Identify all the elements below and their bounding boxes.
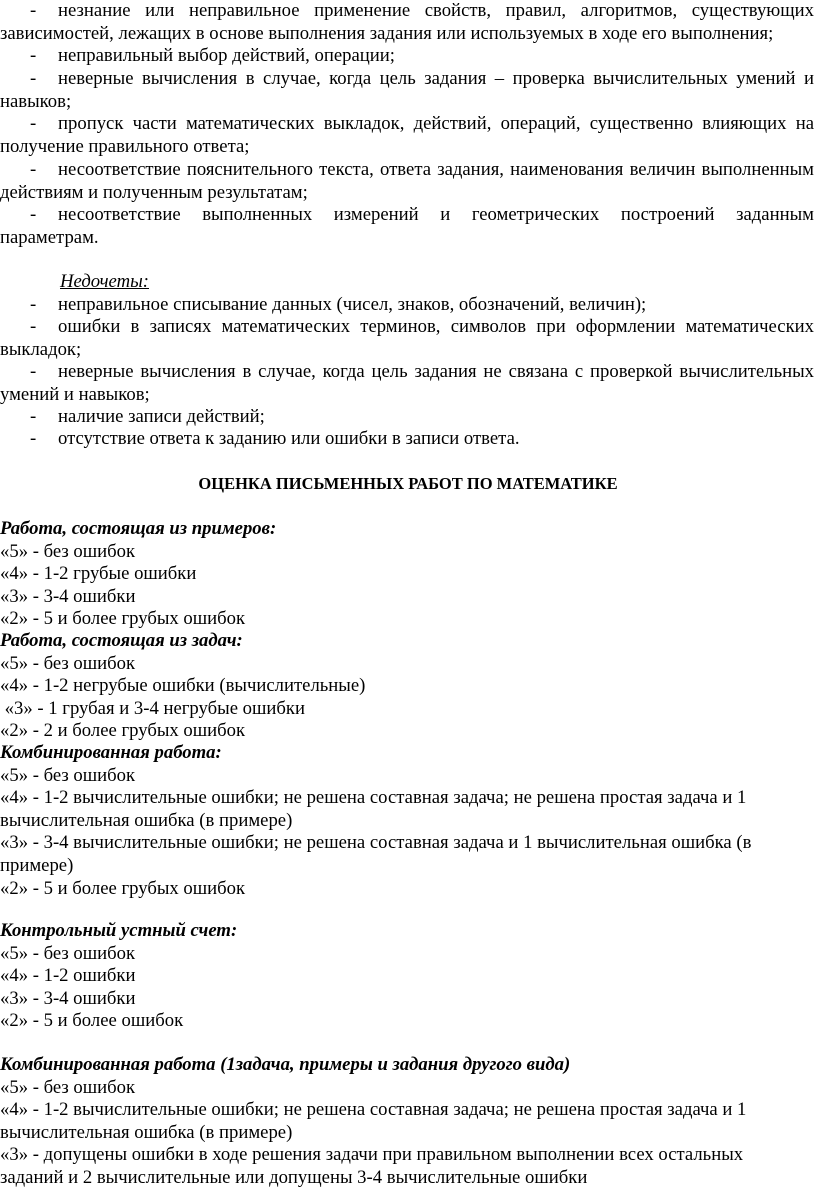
grade-line: «2» - 2 и более грубых ошибок <box>0 720 246 742</box>
grade-line: «3» - 3-4 вычислительные ошибки; не решена составная задача и 1 вычислительная ошибка (в примере) <box>0 832 752 876</box>
error-item: - неверные вычисления в случае, когда цель задания – проверка вычислительных умений и навыков; <box>0 68 814 112</box>
grade-line: «3» - 1 грубая и 3-4 негрубые ошибки <box>0 697 305 719</box>
grading-section <box>0 742 790 900</box>
grade-line: «4» - 1-2 вычислительные ошибки; не решена составная задача; не решена простая задача и 1 вычислительная ошибка (в примере) <box>0 1099 747 1143</box>
grade-line: «5» - без ошибок <box>0 764 136 786</box>
error-item: - незнание или неправильное применение свойств, правил, алгоритмов, существующих зависимостей, лежащих в основе выполнения задания или используемых в ходе его выполнения; <box>0 0 814 44</box>
grading-section <box>0 518 276 631</box>
shortcoming-item: - отсутствие ответа к заданию или ошибки в записи ответа. <box>30 428 520 449</box>
grade-line: «5» - без ошибок <box>0 652 136 674</box>
error-item: - пропуск части математических выкладок, действий, операций, существенно влияющих на получение правильного ответа; <box>0 113 814 157</box>
shortcoming-item: - ошибки в записях математических терминов, символов при оформлении математических выкладок; <box>0 316 814 360</box>
section-heading: Комбинированная работа (1задача, примеры и задания другого вида) <box>0 1054 571 1075</box>
grade-line: «5» - без ошибок <box>0 1076 136 1098</box>
grade-line: «5» - без ошибок <box>0 942 136 964</box>
section-heading: Комбинированная работа: <box>0 742 222 763</box>
page-title: ОЦЕНКА ПИСЬМЕННЫХ РАБОТ ПО МАТЕМАТИКЕ <box>198 474 618 493</box>
error-item: - несоответствие выполненных измерений и геометрических построений заданным параметрам. <box>0 204 814 248</box>
error-item: - несоответствие пояснительного текста, ответа задания, наименования величин выполненным действиям и полученным результатам; <box>0 159 814 203</box>
shortcoming-item: - неверные вычисления в случае, когда цель задания не связана с проверкой вычислительных умений и навыков; <box>0 361 814 405</box>
grade-line: «3» - 3-4 ошибки <box>0 987 136 1009</box>
grade-line: «4» - 1-2 негрубые ошибки (вычислительные) <box>0 675 366 697</box>
grade-line: «5» - без ошибок <box>0 540 136 562</box>
grading-section <box>0 1054 790 1190</box>
grade-line: «4» - 1-2 ошибки <box>0 965 136 987</box>
grading-section <box>0 630 365 743</box>
error-item: - неправильный выбор действий, операции; <box>30 45 395 66</box>
section-heading: Работа, состоящая из примеров: <box>0 518 277 539</box>
shortcoming-item: - наличие записи действий; <box>30 406 265 427</box>
shortcoming-item: - неправильное списывание данных (чисел, знаков, обозначений, величин); <box>30 294 647 315</box>
shortcomings-heading: Недочеты: <box>60 271 149 292</box>
grade-line: «2» - 5 и более грубых ошибок <box>0 877 246 899</box>
grade-line: «4» - 1-2 вычислительные ошибки; не решена составная задача; не решена простая задача и 1 вычислительная ошибка (в примере) <box>0 787 747 831</box>
section-heading: Контрольный устный счет: <box>0 920 238 941</box>
grade-line: «2» - 5 и более грубых ошибок <box>0 608 246 630</box>
grade-line: «2» - 5 и более ошибок <box>0 1010 184 1032</box>
section-heading: Работа, состоящая из задач: <box>0 630 243 651</box>
grade-line: «3» - 3-4 ошибки <box>0 585 136 607</box>
grading-section <box>0 920 237 1033</box>
grade-line: «3» - допущены ошибки в ходе решения задачи при правильном выполнении всех остальных заданий и 2 вычислительные или допущены 3-4 вычислительные ошибки <box>0 1144 744 1188</box>
grade-line: «4» - 1-2 грубые ошибки <box>0 563 197 585</box>
